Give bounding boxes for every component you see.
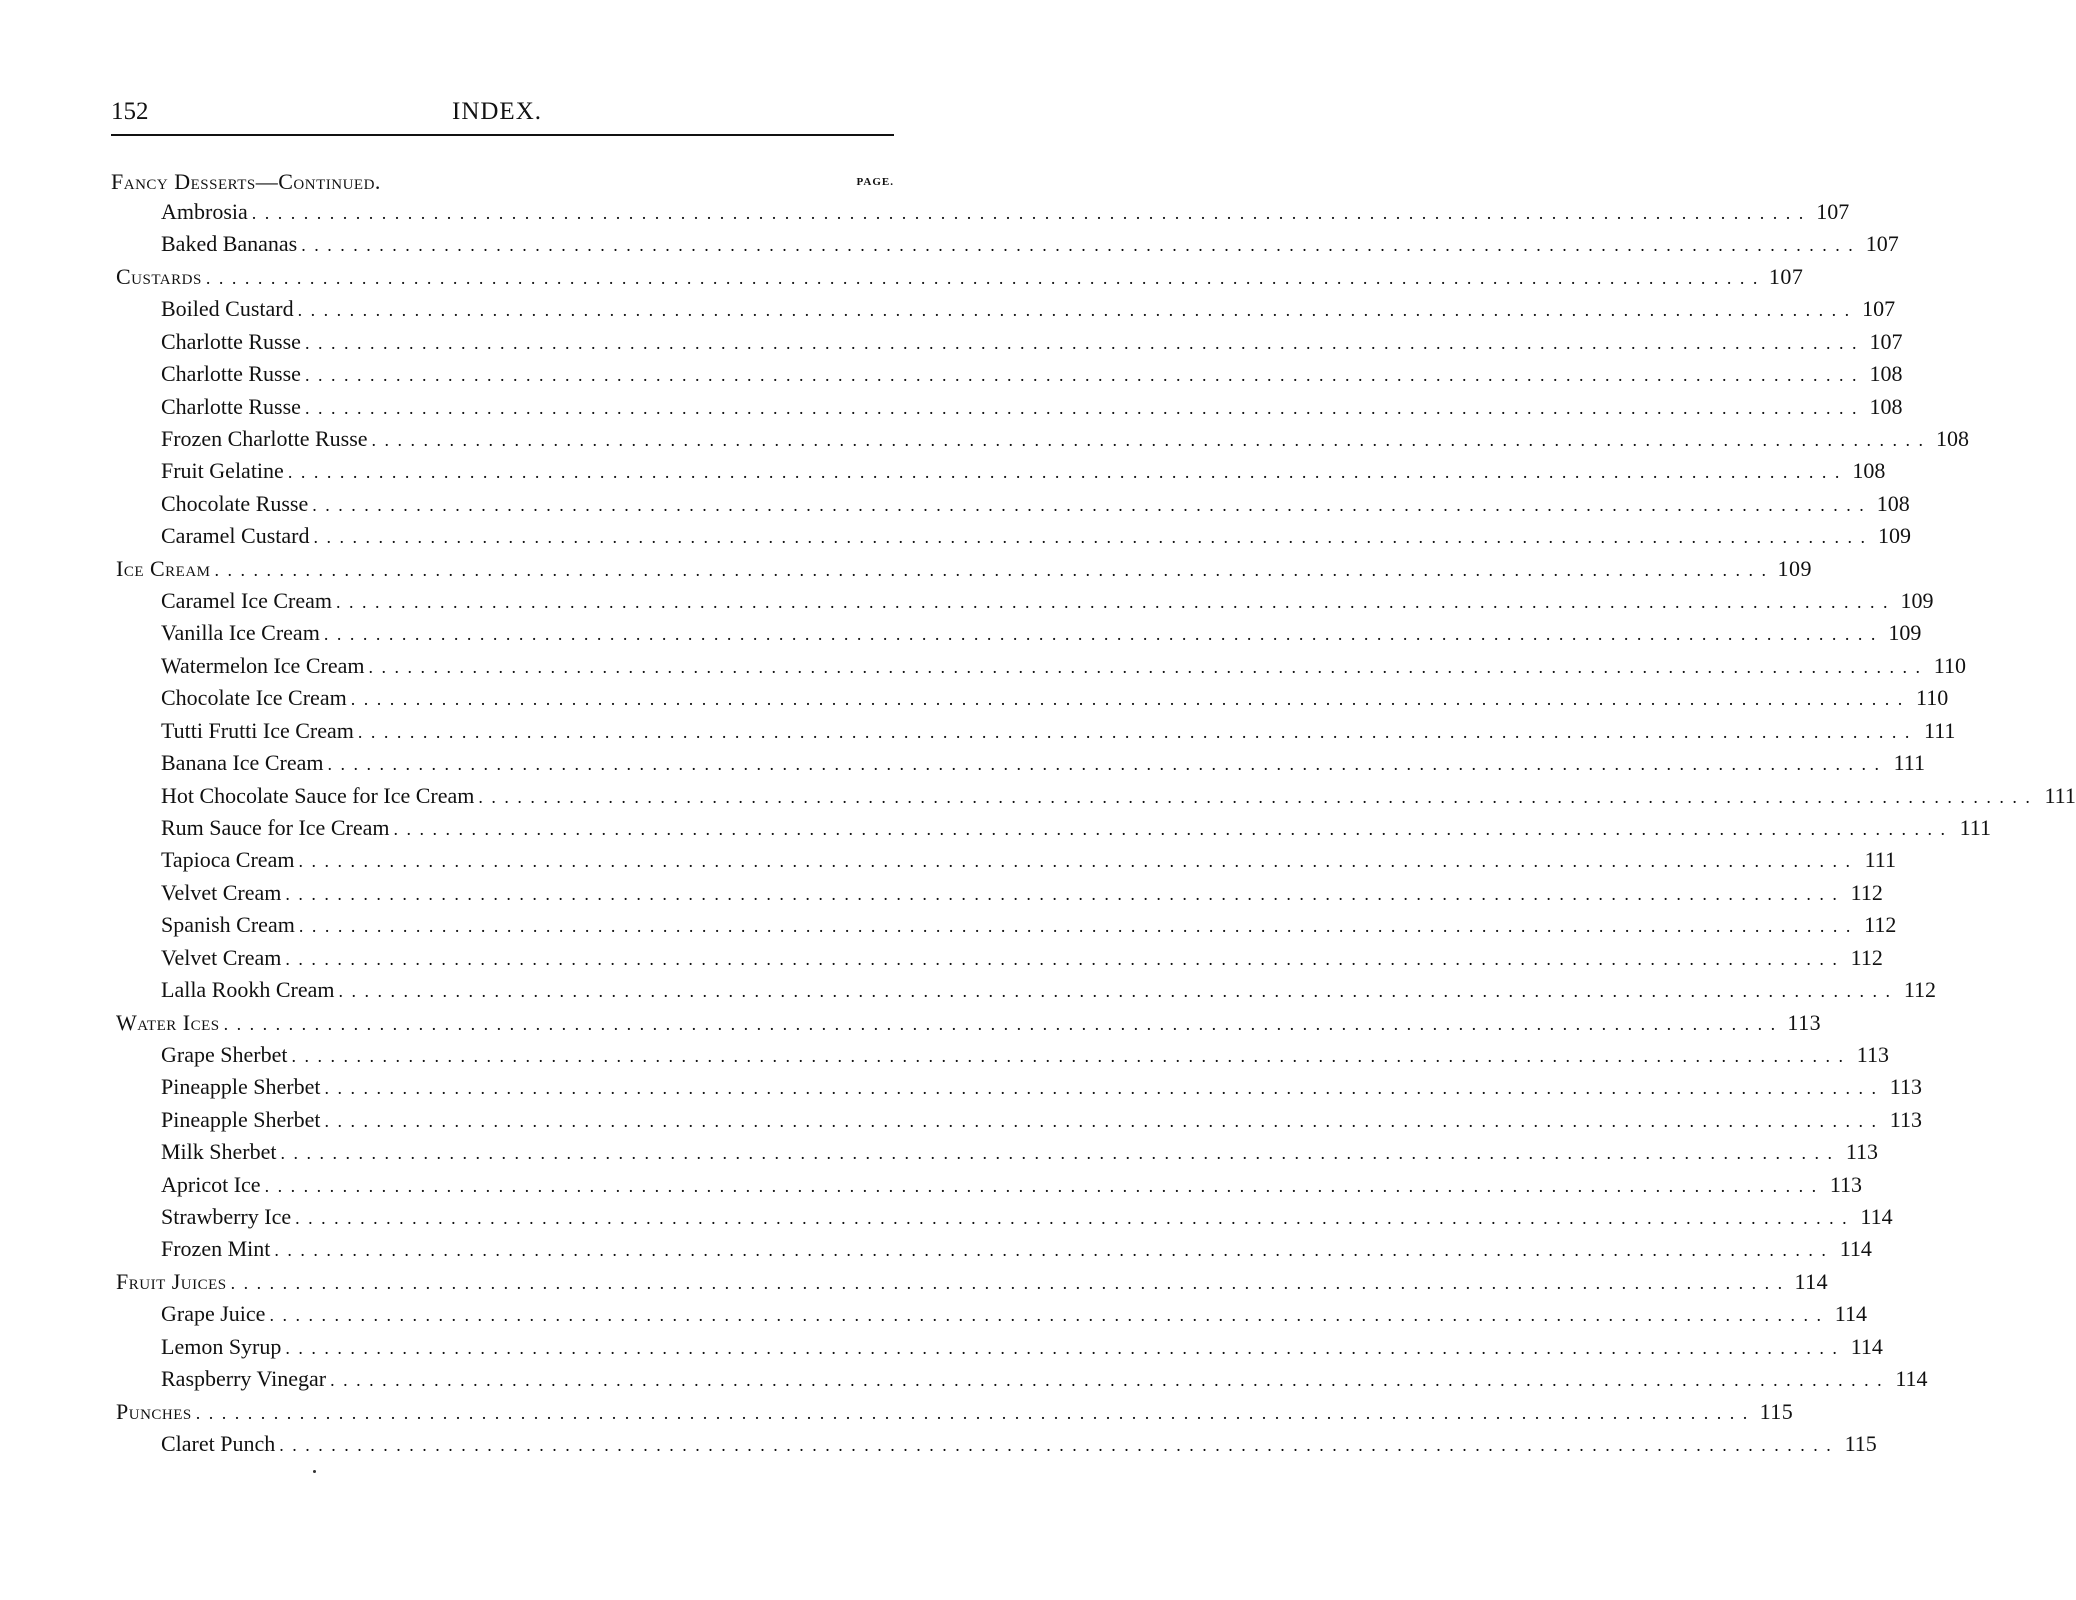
dot-leader: . . . . . . . . . . . . . . . . . . . . . . . . . . . . . . . . . . . . . . . . . . . . . . . . . . . . . . . . . . . . . . . . . . . . . . . . . . . . . . . . . . . . . . . . . . . . . . . . . . . . . . . . . . . . . . . . . . . . . . . .: [269, 1305, 1823, 1325]
index-item-entry: [161, 1073, 1922, 1101]
entry-label: Velvet Cream: [161, 945, 282, 970]
dot-leader: . . . . . . . . . . . . . . . . . . . . . . . . . . . . . . . . . . . . . . . . . . . . . . . . . . . . . . . . . . . . . . . . . . . . . . . . . . . . . . . . . . . . . . . . . . . . . . . . . . . . . . . . . . . . . . . . . . . . . . . .: [298, 916, 1853, 936]
dot-leader: . . . . . . . . . . . . . . . . . . . . . . . . . . . . . . . . . . . . . . . . . . . . . . . . . . . . . . . . . . . . . . . . . . . . . . . . . . . . . . . . . . . . . . . . . . . . . . . . . . . . . . . . . . . . . . . . . . . . . . . .: [313, 527, 1867, 547]
dot-leader: . . . . . . . . . . . . . . . . . . . . . . . . . . . . . . . . . . . . . . . . . . . . . . . . . . . . . . . . . . . . . . . . . . . . . . . . . . . . . . . . . . . . . . . . . . . . . . . . . . . . . . . . . . . . . . . . . . . . . . . .: [279, 1435, 1833, 1455]
entry-label: Frozen Charlotte Russe: [161, 426, 368, 451]
entry-page-number: 109: [1900, 588, 1934, 613]
entry-page-number: 110: [1916, 685, 1949, 710]
continued-heading: [111, 168, 811, 196]
entry-page-number: 108: [1936, 426, 1970, 451]
index-item-entry: [161, 717, 1956, 745]
entry-page-number: 113: [1856, 1042, 1889, 1067]
entry-page-number: 107: [1768, 264, 1804, 289]
index-item-entry: [161, 198, 1850, 226]
entry-label: Charlotte Russe: [161, 329, 301, 354]
dot-leader: . . . . . . . . . . . . . . . . . . . . . . . . . . . . . . . . . . . . . . . . . . . . . . . . . . . . . . . . . . . . . . . . . . . . . . . . . . . . . . . . . . . . . . . . . . . . . . . . . . . . . . . . . . . . . . . . . . . . . . . .: [304, 365, 1859, 385]
entry-label: Pineapple Sherbet: [161, 1074, 321, 1099]
entry-label: Strawberry Ice: [161, 1204, 292, 1229]
index-item-entry: [161, 522, 1911, 550]
dot-leader: . . . . . . . . . . . . . . . . . . . . . . . . . . . . . . . . . . . . . . . . . . . . . . . . . . . . . . . . . . . . . . . . . . . . . . . . . . . . . . . . . . . . . . . . . . . . . . . . . . . . . . . . . . . . . . . . . . . . . . . .: [285, 1338, 1839, 1358]
index-item-entry: [161, 425, 1970, 453]
entry-page-number: 108: [1852, 458, 1886, 483]
dot-leader: . . . . . . . . . . . . . . . . . . . . . . . . . . . . . . . . . . . . . . . . . . . . . . . . . . . . . . . . . . . . . . . . . . . . . . . . . . . . . . . . . . . . . . . . . . . . . . . . . . . . . . . . . . . . . . . . . . . . . . . .: [323, 624, 1878, 644]
dot-leader: . . . . . . . . . . . . . . . . . . . . . . . . . . . . . . . . . . . . . . . . . . . . . . . . . . . . . . . . . . . . . . . . . . . . . . . . . . . . . . . . . . . . . . . . . . . . . . . . . . . . . . . . . . . . . . . . . . . . . . . .: [298, 851, 1852, 871]
index-item-entry: [161, 879, 1883, 907]
index-item-entry: [161, 782, 2076, 810]
entry-page-number: 111: [2044, 783, 2076, 808]
dot-leader: . . . . . . . . . . . . . . . . . . . . . . . . . . . . . . . . . . . . . . . . . . . . . . . . . . . . . . . . . . . . . . . . . . . . . . . . . . . . . . . . . . . . . . . . . . . . . . . . . . . . . . . . . . . . . . . . . . . . . . . .: [195, 1403, 1750, 1423]
index-item-entry: [161, 1235, 1872, 1263]
entry-page-number: 107: [1862, 296, 1896, 321]
dot-leader: . . . . . . . . . . . . . . . . . . . . . . . . . . . . . . . . . . . . . . . . . . . . . . . . . . . . . . . . . . . . . . . . . . . . . . . . . . . . . . . . . . . . . . . . . . . . . . . . . . . . . . . . . . . . . . . . . . . . . . . .: [357, 722, 1912, 742]
index-item-entry: [161, 944, 1883, 972]
index-item-entry: [161, 393, 1903, 421]
index-item-entry: [161, 652, 1966, 680]
entry-page-number: 108: [1869, 361, 1903, 386]
entry-label: Fruit Juices: [116, 1269, 227, 1294]
entry-label: Raspberry Vinegar: [161, 1366, 327, 1391]
page-number: 152: [111, 98, 149, 125]
entry-label: Ambrosia: [161, 199, 248, 224]
entry-label: Lemon Syrup: [161, 1334, 282, 1359]
entry-label: Caramel Ice Cream: [161, 588, 333, 613]
index-item-entry: [161, 684, 1949, 712]
dot-leader: . . . . . . . . . . . . . . . . . . . . . . . . . . . . . . . . . . . . . . . . . . . . . . . . . . . . . . . . . . . . . . . . . . . . . . . . . . . . . . . . . . . . . . . . . . . . . . . . . . . . . . . . . . . . . . . . . . . . . . . .: [285, 884, 1839, 904]
entry-label: Watermelon Ice Cream: [161, 653, 365, 678]
entry-page-number: 110: [1933, 653, 1966, 678]
index-item-entry: [161, 1365, 1928, 1393]
index-item-entry: [161, 457, 1886, 485]
entry-page-number: 115: [1759, 1399, 1794, 1424]
dot-leader: . . . . . . . . . . . . . . . . . . . . . . . . . . . . . . . . . . . . . . . . . . . . . . . . . . . . . . . . . . . . . . . . . . . . . . . . . . . . . . . . . . . . . . . . . . . . . . . . . . . . . . . . . . . . . . . . . . . . . . . .: [371, 430, 1926, 450]
dot-leader: . . . . . . . . . . . . . . . . . . . . . . . . . . . . . . . . . . . . . . . . . . . . . . . . . . . . . . . . . . . . . . . . . . . . . . . . . . . . . . . . . . . . . . . . . . . . . . . . . . . . . . . . . . . . . . . . . . . . . . . .: [280, 1143, 1834, 1163]
index-section-entry: [116, 1398, 1794, 1426]
index-item-entry: [161, 1106, 1922, 1134]
entry-label: Punches: [116, 1399, 192, 1424]
entry-label: Rum Sauce for Ice Cream: [161, 815, 390, 840]
dot-leader: . . . . . . . . . . . . . . . . . . . . . . . . . . . . . . . . . . . . . . . . . . . . . . . . . . . . . . . . . . . . . . . . . . . . . . . . . . . . . . . . . . . . . . . . . . . . . . . . . . . . . . . . . . . . . . . . . . . . . . . .: [295, 1208, 1849, 1228]
index-item-entry: [161, 814, 1991, 842]
index-item-entry: [161, 619, 1922, 647]
entry-label: Vanilla Ice Cream: [161, 620, 320, 645]
entry-label: Lalla Rookh Cream: [161, 977, 335, 1002]
entry-page-number: 111: [1924, 718, 1956, 743]
dot-leader: . . . . . . . . . . . . . . . . . . . . . . . . . . . . . . . . . . . . . . . . . . . . . . . . . . . . . . . . . . . . . . . . . . . . . . . . . . . . . . . . . . . . . . . . . . . . . . . . . . . . . . . . . . . . . . . . . . . . . . . .: [478, 787, 2032, 807]
entry-label: Baked Bananas: [161, 231, 298, 256]
entry-label: Spanish Cream: [161, 912, 295, 937]
entry-label: Charlotte Russe: [161, 361, 301, 386]
entry-page-number: 109: [1877, 523, 1911, 548]
continued-heading-label: Fancy Desserts—Continued.: [111, 169, 381, 194]
dot-leader: . . . . . . . . . . . . . . . . . . . . . . . . . . . . . . . . . . . . . . . . . . . . . . . . . . . . . . . . . . . . . . . . . . . . . . . . . . . . . . . . . . . . . . . . . . . . . . . . . . . . . . . . . . . . . . . . . . . . . . . .: [312, 495, 1866, 515]
entry-label: Claret Punch: [161, 1431, 276, 1456]
entry-label: Pineapple Sherbet: [161, 1107, 321, 1132]
index-item-entry: [161, 911, 1897, 939]
index-item-entry: [161, 976, 1937, 1004]
dot-leader: . . . . . . . . . . . . . . . . . . . . . . . . . . . . . . . . . . . . . . . . . . . . . . . . . . . . . . . . . . . . . . . . . . . . . . . . . . . . . . . . . . . . . . . . . . . . . . . . . . . . . . . . . . . . . . . . . . . . . . . .: [304, 398, 1859, 418]
dot-leader: . . . . . . . . . . . . . . . . . . . . . . . . . . . . . . . . . . . . . . . . . . . . . . . . . . . . . . . . . . . . . . . . . . . . . . . . . . . . . . . . . . . . . . . . . . . . . . . . . . . . . . . . . . . . . . . . . . . . . . . .: [393, 819, 1947, 839]
entry-label: Water Ices: [116, 1010, 220, 1035]
index-item-entry: [161, 846, 1896, 874]
dot-leader: . . . . . . . . . . . . . . . . . . . . . . . . . . . . . . . . . . . . . . . . . . . . . . . . . . . . . . . . . . . . . . . . . . . . . . . . . . . . . . . . . . . . . . . . . . . . . . . . . . . . . . . . . . . . . . . . . . . . . . . .: [324, 1078, 1878, 1098]
entry-page-number: 111: [1864, 847, 1896, 872]
entry-label: Velvet Cream: [161, 880, 282, 905]
index-item-entry: [161, 1138, 1878, 1166]
entry-label: Ice Cream: [116, 556, 211, 581]
dot-leader: . . . . . . . . . . . . . . . . . . . . . . . . . . . . . . . . . . . . . . . . . . . . . . . . . . . . . . . . . . . . . . . . . . . . . . . . . . . . . . . . . . . . . . . . . . . . . . . . . . . . . . . . . . . . . . . . . . . . . . . .: [274, 1240, 1828, 1260]
entry-page-number: 112: [1903, 977, 1937, 1002]
entry-page-number: 111: [1959, 815, 1991, 840]
dot-leader: . . . . . . . . . . . . . . . . . . . . . . . . . . . . . . . . . . . . . . . . . . . . . . . . . . . . . . . . . . . . . . . . . . . . . . . . . . . . . . . . . . . . . . . . . . . . . . . . . . . . . . . . . . . . . . . . . . . . . . . .: [264, 1176, 1819, 1196]
index-section-entry: [116, 1268, 1829, 1296]
entry-page-number: 114: [1839, 1236, 1872, 1261]
entry-label: Tutti Frutti Ice Cream: [161, 718, 354, 743]
dot-leader: . . . . . . . . . . . . . . . . . . . . . . . . . . . . . . . . . . . . . . . . . . . . . . . . . . . . . . . . . . . . . . . . . . . . . . . . . . . . . . . . . . . . . . . . . . . . . . . . . . . . . . . . . . . . . . . . . . . . . . . .: [287, 462, 1842, 482]
dot-leader: . . . . . . . . . . . . . . . . . . . . . . . . . . . . . . . . . . . . . . . . . . . . . . . . . . . . . . . . . . . . . . . . . . . . . . . . . . . . . . . . . . . . . . . . . . . . . . . . . . . . . . . . . . . . . . . . . . . . . . . .: [230, 1273, 1785, 1293]
header-rule: [111, 134, 894, 136]
index-section-entry: [116, 1009, 1822, 1037]
entry-page-number: 107: [1865, 231, 1899, 256]
entry-label: Tapioca Cream: [161, 847, 295, 872]
dot-leader: . . . . . . . . . . . . . . . . . . . . . . . . . . . . . . . . . . . . . . . . . . . . . . . . . . . . . . . . . . . . . . . . . . . . . . . . . . . . . . . . . . . . . . . . . . . . . . . . . . . . . . . . . . . . . . . . . . . . . . . .: [251, 203, 1806, 223]
entry-page-number: 114: [1794, 1269, 1829, 1294]
entry-page-number: 107: [1869, 329, 1903, 354]
entry-page-number: 113: [1889, 1074, 1922, 1099]
dot-leader: . . . . . . . . . . . . . . . . . . . . . . . . . . . . . . . . . . . . . . . . . . . . . . . . . . . . . . . . . . . . . . . . . . . . . . . . . . . . . . . . . . . . . . . . . . . . . . . . . . . . . . . . . . . . . . . . . . . . . . . .: [327, 754, 1881, 774]
dot-leader: . . . . . . . . . . . . . . . . . . . . . . . . . . . . . . . . . . . . . . . . . . . . . . . . . . . . . . . . . . . . . . . . . . . . . . . . . . . . . . . . . . . . . . . . . . . . . . . . . . . . . . . . . . . . . . . . . . . . . . . .: [223, 1014, 1778, 1034]
index-item-entry: [161, 1041, 1889, 1069]
entry-label: Caramel Custard: [161, 523, 310, 548]
dot-leader: . . . . . . . . . . . . . . . . . . . . . . . . . . . . . . . . . . . . . . . . . . . . . . . . . . . . . . . . . . . . . . . . . . . . . . . . . . . . . . . . . . . . . . . . . . . . . . . . . . . . . . . . . . . . . . . . . . . . . . . .: [368, 657, 1922, 677]
entry-page-number: 107: [1816, 199, 1850, 224]
entry-page-number: 113: [1845, 1139, 1878, 1164]
entry-label: Fruit Gelatine: [161, 458, 284, 483]
entry-page-number: 114: [1860, 1204, 1893, 1229]
dot-leader: . . . . . . . . . . . . . . . . . . . . . . . . . . . . . . . . . . . . . . . . . . . . . . . . . . . . . . . . . . . . . . . . . . . . . . . . . . . . . . . . . . . . . . . . . . . . . . . . . . . . . . . . . . . . . . . . . . . . . . . .: [297, 300, 1852, 320]
entry-label: Grape Sherbet: [161, 1042, 288, 1067]
entry-label: Frozen Mint: [161, 1236, 271, 1261]
entry-label: Boiled Custard: [161, 296, 294, 321]
entry-page-number: 108: [1869, 394, 1903, 419]
dot-leader: . . . . . . . . . . . . . . . . . . . . . . . . . . . . . . . . . . . . . . . . . . . . . . . . . . . . . . . . . . . . . . . . . . . . . . . . . . . . . . . . . . . . . . . . . . . . . . . . . . . . . . . . . . . . . . . . . . . . . . . .: [338, 981, 1893, 1001]
stray-mark: [313, 1470, 316, 1473]
index-item-entry: [161, 749, 1925, 777]
entry-label: Chocolate Russe: [161, 491, 309, 516]
entry-page-number: 111: [1893, 750, 1925, 775]
dot-leader: . . . . . . . . . . . . . . . . . . . . . . . . . . . . . . . . . . . . . . . . . . . . . . . . . . . . . . . . . . . . . . . . . . . . . . . . . . . . . . . . . . . . . . . . . . . . . . . . . . . . . . . . . . . . . . . . . . . . . . . .: [336, 592, 1890, 612]
entry-page-number: 113: [1787, 1010, 1822, 1035]
entry-label: Charlotte Russe: [161, 394, 301, 419]
entry-page-number: 108: [1876, 491, 1910, 516]
dot-leader: . . . . . . . . . . . . . . . . . . . . . . . . . . . . . . . . . . . . . . . . . . . . . . . . . . . . . . . . . . . . . . . . . . . . . . . . . . . . . . . . . . . . . . . . . . . . . . . . . . . . . . . . . . . . . . . . . . . . . . . .: [330, 1370, 1884, 1390]
dot-leader: . . . . . . . . . . . . . . . . . . . . . . . . . . . . . . . . . . . . . . . . . . . . . . . . . . . . . . . . . . . . . . . . . . . . . . . . . . . . . . . . . . . . . . . . . . . . . . . . . . . . . . . . . . . . . . . . . . . . . . . .: [291, 1046, 1845, 1066]
index-item-entry: [161, 230, 1899, 258]
page-column-label: PAGE.: [856, 176, 894, 188]
entry-page-number: 112: [1864, 912, 1897, 937]
entry-page-number: 113: [1829, 1172, 1863, 1197]
dot-leader: . . . . . . . . . . . . . . . . . . . . . . . . . . . . . . . . . . . . . . . . . . . . . . . . . . . . . . . . . . . . . . . . . . . . . . . . . . . . . . . . . . . . . . . . . . . . . . . . . . . . . . . . . . . . . . . . . . . . . . . .: [205, 268, 1760, 288]
entry-page-number: 112: [1850, 945, 1883, 970]
entry-label: Apricot Ice: [161, 1172, 261, 1197]
entry-page-number: 112: [1850, 880, 1883, 905]
entry-page-number: 113: [1889, 1107, 1922, 1132]
entry-label: Milk Sherbet: [161, 1139, 277, 1164]
entry-page-number: 114: [1834, 1301, 1867, 1326]
index-item-entry: [161, 1333, 1883, 1361]
index-item-entry: [161, 490, 1910, 518]
running-title: INDEX.: [452, 98, 543, 125]
index-item-entry: [161, 360, 1903, 388]
index-section-entry: [116, 263, 1804, 291]
dot-leader: . . . . . . . . . . . . . . . . . . . . . . . . . . . . . . . . . . . . . . . . . . . . . . . . . . . . . . . . . . . . . . . . . . . . . . . . . . . . . . . . . . . . . . . . . . . . . . . . . . . . . . . . . . . . . . . . . . . . . . . .: [324, 1111, 1878, 1131]
dot-leader: . . . . . . . . . . . . . . . . . . . . . . . . . . . . . . . . . . . . . . . . . . . . . . . . . . . . . . . . . . . . . . . . . . . . . . . . . . . . . . . . . . . . . . . . . . . . . . . . . . . . . . . . . . . . . . . . . . . . . . . .: [301, 235, 1855, 255]
entry-page-number: 109: [1888, 620, 1922, 645]
entry-page-number: 114: [1850, 1334, 1883, 1359]
entry-page-number: 109: [1777, 556, 1813, 581]
index-item-entry: [161, 328, 1903, 356]
index-item-entry: [161, 587, 1934, 615]
index-item-entry: [161, 295, 1896, 323]
entry-label: Grape Juice: [161, 1301, 266, 1326]
dot-leader: . . . . . . . . . . . . . . . . . . . . . . . . . . . . . . . . . . . . . . . . . . . . . . . . . . . . . . . . . . . . . . . . . . . . . . . . . . . . . . . . . . . . . . . . . . . . . . . . . . . . . . . . . . . . . . . . . . . . . . . .: [304, 333, 1859, 353]
entry-label: Custards: [116, 264, 202, 289]
dot-leader: . . . . . . . . . . . . . . . . . . . . . . . . . . . . . . . . . . . . . . . . . . . . . . . . . . . . . . . . . . . . . . . . . . . . . . . . . . . . . . . . . . . . . . . . . . . . . . . . . . . . . . . . . . . . . . . . . . . . . . . .: [214, 560, 1769, 580]
index-section-entry: [116, 555, 1813, 583]
dot-leader: . . . . . . . . . . . . . . . . . . . . . . . . . . . . . . . . . . . . . . . . . . . . . . . . . . . . . . . . . . . . . . . . . . . . . . . . . . . . . . . . . . . . . . . . . . . . . . . . . . . . . . . . . . . . . . . . . . . . . . . .: [285, 949, 1839, 969]
index-item-entry: [161, 1171, 1863, 1199]
dot-leader: . . . . . . . . . . . . . . . . . . . . . . . . . . . . . . . . . . . . . . . . . . . . . . . . . . . . . . . . . . . . . . . . . . . . . . . . . . . . . . . . . . . . . . . . . . . . . . . . . . . . . . . . . . . . . . . . . . . . . . . .: [350, 689, 1905, 709]
entry-label: Banana Ice Cream: [161, 750, 324, 775]
entry-page-number: 115: [1844, 1431, 1877, 1456]
entry-label: Chocolate Ice Cream: [161, 685, 347, 710]
entry-page-number: 114: [1895, 1366, 1928, 1391]
index-item-entry: [161, 1300, 1867, 1328]
entry-label: Hot Chocolate Sauce for Ice Cream: [161, 783, 475, 808]
index-item-entry: [161, 1430, 1877, 1458]
index-item-entry: [161, 1203, 1893, 1231]
